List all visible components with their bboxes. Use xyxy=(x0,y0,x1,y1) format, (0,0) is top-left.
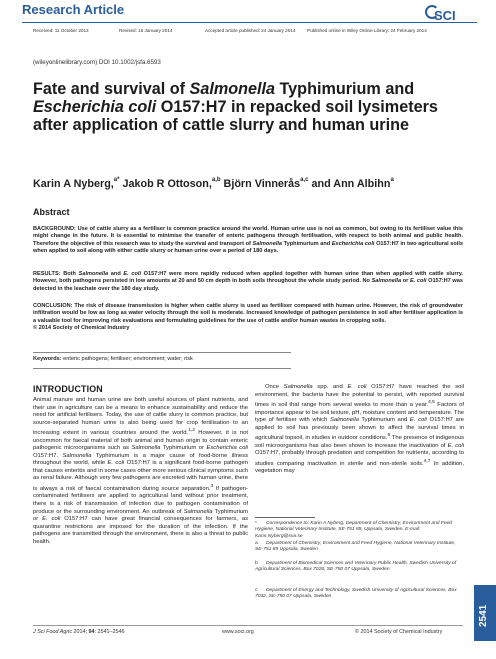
footnote-correspondence: * Correspondence to: Karin A Nyberg, Department of Chemistry, Environment and Feed Hygiene, National Veterinary Institute, SE-751 89, Uppsala, Sweden. E-mail: Karin.Nyberg@sva.se xyxy=(255,521,453,539)
introduction-heading: INTRODUCTION xyxy=(33,384,103,394)
sci-logo-text: SCI xyxy=(434,8,456,23)
abstract-background: BACKGROUND: Use of cattle slurry as a fertiliser is common practice around the world. Human urine use is not as common, but owing to its fertiliser value this might change in the future. It is essential to minimise the transfer of enteric pathogens through fertilisation, with respect to both animal and public health. Therefore the objective of this research was to study the survival and transport of Salmonella Typhimurium and Escherichia coli O157:H7 in two agricultural soils when applied to soil along with either cattle slurry or human urine over a period of 180 days. xyxy=(33,226,463,254)
keywords-divider-top xyxy=(33,352,291,353)
footnote-divider xyxy=(255,517,315,518)
revised-date: Revised: 15 January 2014 xyxy=(119,28,173,33)
article-type-heading: Research Article xyxy=(22,2,125,17)
received-date: Received: 11 October 2013 xyxy=(33,28,89,33)
keywords-line: Keywords: enteric pathogens; fertiliser; environment; water; risk xyxy=(33,356,193,362)
footnote-affiliation-a: a Department of Chemistry, Environment and Feed Hygiene, National Veterinary Institute, SE-751 89 Uppsala, Sweden xyxy=(255,541,456,553)
article-title: Fate and survival of Salmonella Typhimurium and Escherichia coli O157:H7 in repacked soil lysimeters after application of cattle slurry and human urine xyxy=(33,80,438,135)
footer-copyright: © 2014 Society of Chemical Industry xyxy=(355,629,443,635)
accepted-date: Accepted article published: 24 January 2014 xyxy=(205,28,296,33)
published-date: Published online in Wiley Online Library: 24 February 2014 xyxy=(307,28,427,33)
doi-line: (wileyonlinelibrary.com) DOI 10.1002/jsfa.6593 xyxy=(33,59,161,66)
page-number: 2541 xyxy=(478,604,489,627)
abstract-conclusion: CONCLUSION: The risk of disease transmission is higher when cattle slurry is used as fertiliser compared with human urine. However, the risk of groundwater infiltration would be low as long as water velocity through the soil is moderate. Increased knowledge of pathogen persistence in soil after fertiliser application is a valuable tool for improving risk evaluations and formulating guidelines for the use of cattle and/or human wastes in cropping soils. © 2014 Society of Chemical Industry xyxy=(33,303,463,331)
footer-citation: J Sci Food Agric 2014; 94: 2541–2546 xyxy=(33,629,125,635)
right-column-paragraph: Once Salmonella spp. and E. coli O157:H7 have reached the soil environment, the bacteria have the potential to persist, with reported survival times in soil that range from several weeks to more than a year.$^{4,5}$ Factors of importance appear to be soil texture, pH, moisture content and temperature. The type of fertiliser with which Salmonella Typhimurium and E. coli O157:H7 are applied to soil has previously been shown to affect the survival times in agricultural topsoil, in studies in outdoor conditions.$^6$ The presence of indigenous soil microorganisms has also been shown to increase the inactivation of E. coli O157:H7, probably through predation and competition for nutrients, according to studies comparing inactivation in sterile and non-sterile soils.$^{4,7}$ In addition, vegetation may xyxy=(255,384,465,475)
footnote-affiliation-c: c Department of Energy and Technology, Swedish University of Agricultural Sciences, Box 7032, SE-750 07 Uppsala, Sweden xyxy=(255,588,457,600)
keywords-divider-bottom xyxy=(33,368,291,369)
author-list: Karin A Nyberg,$^{a*}$ Jakob R Ottoson,$^{a,b}$ Björn Vinnerås$^{a,c}$ and Ann Albihn$^a$ xyxy=(33,177,394,190)
introduction-paragraph: Animal manure and human urine are both useful sources of plant nutrients, and their use in agriculture can be a means to enhance sustainability and reduce the need for artificial fertilisers. Today, the use of cattle slurry is common practice, but source-separated human urine is also being used for crop fertilisation to an increasing extent in various countries around the world.$^{1,2}$ However, it is not uncommon for faecal material of both animal and human origin to contain enteric pathogenic microorganisms such as Salmonella Typhimurium or Escherichia coli O157:H7. Salmonella Typhimurium is a major cause of food-borne illness throughout the world, while E. coli O157:H7 is a significant food-borne pathogen that causes enteritis and in some cases other more serious clinical symptoms such as renal failure. Although very few pathogens are excreted with human urine, there is always a risk of faecal contamination during source separation.$^3$ If pathogen-contaminated fertilisers are applied to agricultural land without prior treatment, there is a risk of transmission of infection due to pathogen contamination of produce or the surrounding environment. An outbreak of Salmonella Typhimurium or E. coli O157:H7 can have great financial consequences for farmers, as quarantine restrictions are imposed for the duration of the infection. If the pathogens are transmitted through the environment, there is also a threat to public health. xyxy=(33,397,248,545)
footer-website-link[interactable]: www.soci.org xyxy=(222,629,254,635)
abstract-heading: Abstract xyxy=(33,207,70,217)
header-divider xyxy=(22,22,477,23)
footer-divider xyxy=(33,625,463,626)
page-number-tab xyxy=(474,585,496,641)
abstract-copyright: © 2014 Society of Chemical Industry xyxy=(33,324,130,331)
abstract-results: RESULTS: Both Salmonella and E. coli O157:H7 were more rapidly reduced when applied together with human urine than when applied with cattle slurry. However, both pathogens persisted in low amounts at 20 and 50 cm depth in both soils throughout the whole study period. No Salmonella or E. coli O157:H7 was detected in the leachate over the 180 day study. xyxy=(33,271,463,292)
footnote-affiliation-b: b Department of Biomedical Sciences and Veterinary Public Health, Swedish University of Agricultural Sciences, Box 7028, SE-750 07 Uppsala, Sweden xyxy=(255,561,457,573)
